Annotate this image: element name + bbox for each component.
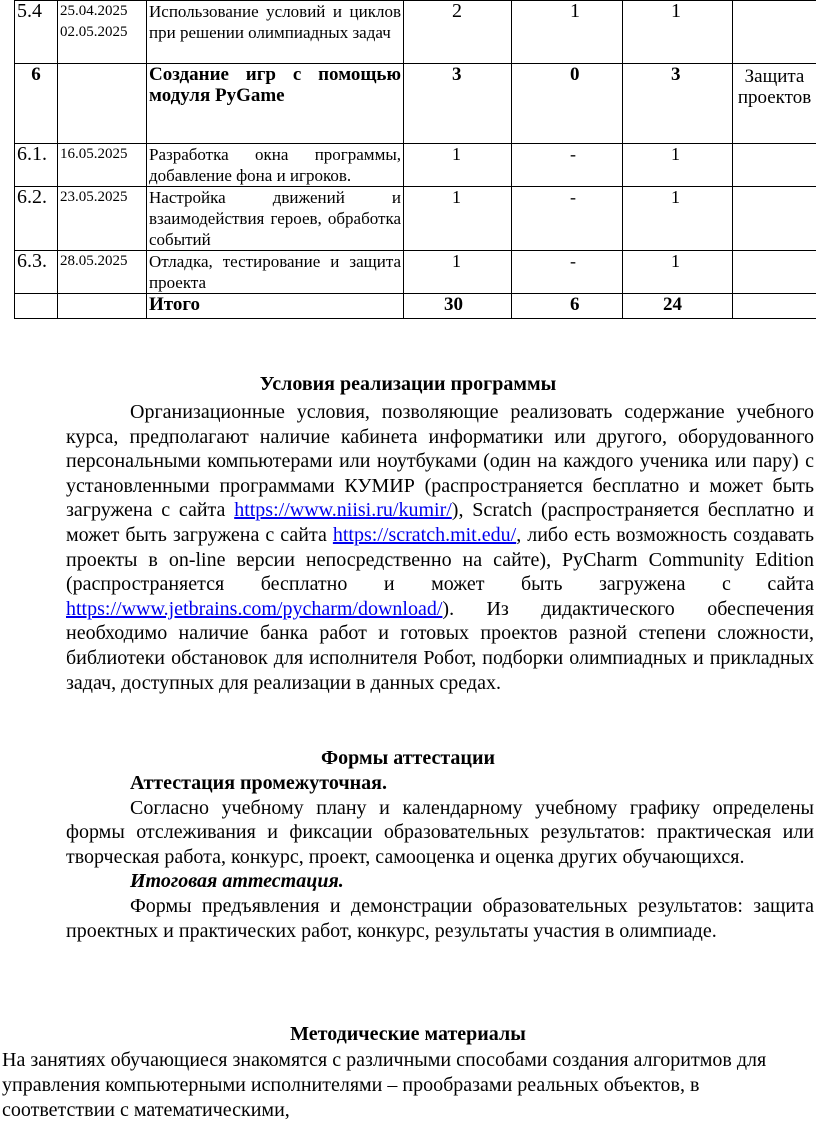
row-topic: Создание игр с помощью модуля PyGame bbox=[147, 64, 404, 144]
row-control-form bbox=[733, 294, 816, 319]
row-practice-hours: 1 bbox=[623, 144, 733, 187]
row-date bbox=[58, 294, 147, 319]
row-date: 28.05.2025 bbox=[58, 251, 147, 294]
scratch-link[interactable]: https://scratch.mit.edu/ bbox=[332, 523, 517, 546]
row-topic: Итого bbox=[147, 294, 404, 319]
row-theory-hours: 0 bbox=[512, 64, 623, 144]
row-topic: Использование условий и циклов при решении олимпиадных задач bbox=[147, 1, 404, 64]
kumir-link[interactable]: https://www.niisi.ru/kumir/ bbox=[234, 499, 452, 522]
row-total-hours: 2 bbox=[404, 1, 512, 64]
row-control-form bbox=[733, 1, 816, 64]
text-fragment: ). Из дидактического обеспечения необходимо наличие банка работ и готовых проектов разной степени сложности, библиотеки обстановок для исполнителя Робот, подборки олимпиадных и прикладных задач, доступных для реализации в данных средах. bbox=[66, 597, 814, 694]
row-control-form bbox=[733, 187, 816, 251]
row-theory-hours: - bbox=[512, 187, 623, 251]
row-topic: Настройка движений и взаимодействия героев, обработка событий bbox=[147, 187, 404, 251]
conditions-paragraph bbox=[66, 400, 814, 695]
row-date: 23.05.2025 bbox=[58, 187, 147, 251]
row-date: 16.05.2025 bbox=[58, 144, 147, 187]
row-total-hours: 1 bbox=[404, 144, 512, 187]
row-number: 6.1. bbox=[15, 144, 58, 187]
table-row bbox=[15, 1, 816, 64]
attestation-text bbox=[66, 771, 814, 943]
row-theory-hours: - bbox=[512, 144, 623, 187]
row-theory-hours: 1 bbox=[512, 1, 623, 64]
methods-paragraph: На занятиях обучающиеся знакомятся с различными способами создания алгоритмов для управления компьютерными исполнителями – прообразами реальных объектов, в соответствии с математическими, bbox=[2, 1049, 767, 1121]
row-date: 25.04.2025 02.05.2025 bbox=[58, 1, 147, 64]
attestation-paragraph: Согласно учебному плану и календарному учебному графику определены формы отслеживания и фиксации образовательных результатов: практическая или творческая работа, конкурс, проект, самооценка и оценка других обучающихся. bbox=[66, 796, 814, 868]
table-section-row bbox=[15, 64, 816, 144]
row-number: 6.3. bbox=[15, 251, 58, 294]
row-theory-hours: 6 bbox=[512, 294, 623, 319]
row-total-hours: 1 bbox=[404, 251, 512, 294]
row-control-form bbox=[733, 251, 816, 294]
row-number: 6.2. bbox=[15, 187, 58, 251]
row-total-hours: 3 bbox=[404, 64, 512, 144]
row-number: 6 bbox=[15, 64, 58, 144]
pycharm-link[interactable]: https://www.jetbrains.com/pycharm/download/ bbox=[66, 597, 443, 620]
row-number bbox=[15, 294, 58, 319]
table-row bbox=[15, 144, 816, 187]
methods-text bbox=[2, 1048, 814, 1123]
row-number: 5.4 bbox=[15, 1, 58, 64]
table-total-row bbox=[15, 294, 816, 319]
row-practice-hours: 1 bbox=[623, 251, 733, 294]
text-fragment: Организационные условия, позволяющие реализовать содержание учебного курса, предполагают наличие кабинета информатики или другого, оборудованного персональными компьютерами или ноутбуками (один на каждого ученика или пару) с установленными программами КУМИР (распространяется бесплатно и может быть загружена с сайта bbox=[66, 401, 814, 522]
row-theory-hours: - bbox=[512, 251, 623, 294]
section-heading-methods: Методические материалы bbox=[290, 1023, 526, 1045]
row-total-hours: 1 bbox=[404, 187, 512, 251]
row-control-form: Защита проектов bbox=[733, 64, 816, 144]
row-total-hours: 30 bbox=[404, 294, 512, 319]
row-practice-hours: 1 bbox=[623, 187, 733, 251]
conditions-text bbox=[66, 400, 814, 695]
row-practice-hours: 1 bbox=[623, 1, 733, 64]
text-fragment: ), Scratch (распространяется бесплатно и может быть загружена с сайта bbox=[66, 499, 815, 546]
table-row bbox=[15, 187, 816, 251]
table-row bbox=[15, 251, 816, 294]
subheading-intermediate: Аттестация промежуточная. bbox=[130, 772, 387, 794]
row-topic: Отладка, тестирование и защита проекта bbox=[147, 251, 404, 294]
subheading-final: Итоговая аттестация. bbox=[130, 870, 344, 893]
row-control-form bbox=[733, 144, 816, 187]
row-practice-hours: 24 bbox=[623, 294, 733, 319]
section-heading-conditions: Условия реализации программы bbox=[259, 373, 557, 395]
row-topic: Разработка окна программы, добавление фона и игроков. bbox=[147, 144, 404, 187]
final-attestation-paragraph: Формы предъявления и демонстрации образовательных результатов: защита проектных и практических работ, конкурс, результаты участия в олимпиаде. bbox=[66, 894, 814, 942]
row-date bbox=[58, 64, 147, 144]
section-heading-attestation: Формы аттестации bbox=[320, 747, 495, 769]
row-practice-hours: 3 bbox=[623, 64, 733, 144]
lesson-plan-table bbox=[14, 0, 816, 319]
text-fragment: , либо есть возможность создавать проекты в on-line версии непосредственно на сайте), PyCharm Community Edition (распространяется бесплатно и может быть загружена с сайта bbox=[66, 523, 814, 596]
